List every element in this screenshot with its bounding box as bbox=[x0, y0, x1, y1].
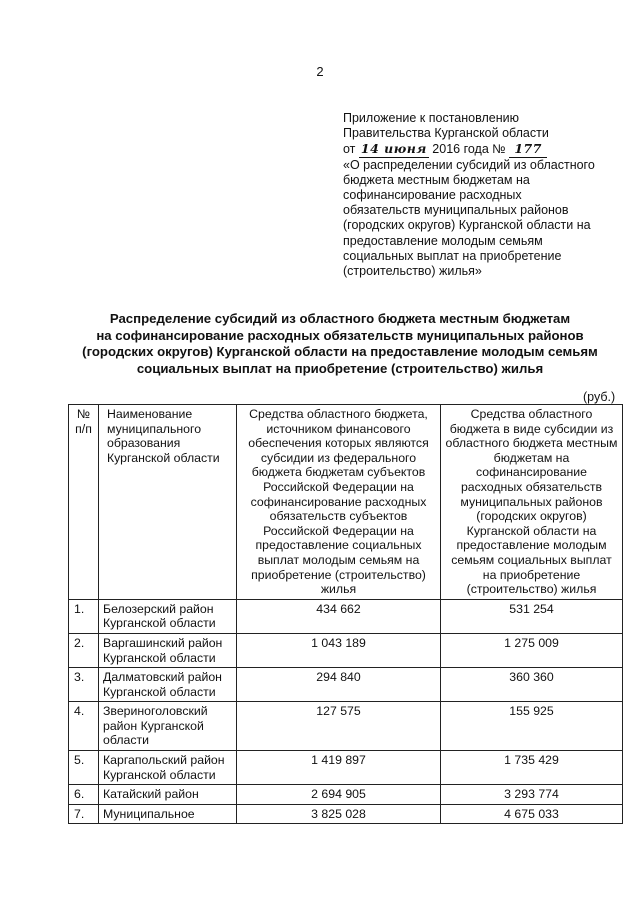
row-num: 1. bbox=[69, 599, 99, 633]
table-row bbox=[69, 633, 623, 667]
row-regional: 3 293 774 bbox=[441, 785, 623, 805]
row-regional: 4 675 033 bbox=[441, 804, 623, 824]
row-federal: 1 043 189 bbox=[237, 633, 441, 667]
row-regional: 1 275 009 bbox=[441, 633, 623, 667]
currency-unit: (руб.) bbox=[583, 390, 616, 404]
row-regional: 360 360 bbox=[441, 668, 623, 702]
table-row bbox=[69, 668, 623, 702]
table-header-row bbox=[69, 405, 623, 600]
row-name: Далматовский район Курганской области bbox=[99, 668, 237, 702]
header-regional: Средства областного бюджета в виде субсидии из областного бюджета местным бюджетам на софинансирование расходных обязательств муниципальных районов (городских округов) Курганской области на предоставление молодым семьям социальных выплат на приобретение (строительство) жилья bbox=[441, 405, 623, 600]
title-line: Распределение субсидий из областного бюджета местным бюджетам bbox=[109, 311, 571, 326]
row-name: Варгашинский район Курганской области bbox=[99, 633, 237, 667]
row-name: Каргапольский район Курганской области bbox=[99, 751, 237, 785]
appendix-header bbox=[343, 111, 628, 279]
appendix-quote-line: предоставление молодым семьям bbox=[343, 233, 543, 248]
row-federal: 2 694 905 bbox=[237, 785, 441, 805]
row-num: 6. bbox=[69, 785, 99, 805]
appendix-date-line bbox=[343, 141, 628, 157]
row-regional: 531 254 bbox=[441, 599, 623, 633]
table-row bbox=[69, 751, 623, 785]
handwritten-date: 14 июня bbox=[360, 141, 427, 157]
table-row bbox=[69, 804, 623, 824]
handwritten-number: 177 bbox=[509, 141, 547, 157]
year-text: 2016 года № bbox=[432, 142, 506, 157]
row-num: 5. bbox=[69, 751, 99, 785]
appendix-quote-line: (строительство) жилья» bbox=[343, 264, 482, 279]
row-federal: 127 575 bbox=[237, 702, 441, 751]
header-num: № п/п bbox=[69, 405, 99, 600]
appendix-line-2: Правительства Курганской области bbox=[343, 126, 549, 141]
appendix-line-1: Приложение к постановлению bbox=[343, 111, 519, 125]
title-line: социальных выплат на приобретение (строительство) жилья bbox=[136, 360, 544, 376]
row-num: 3. bbox=[69, 668, 99, 702]
title-line: на софинансирование расходных обязательств муниципальных районов bbox=[96, 327, 584, 343]
appendix-quote-line: обязательств муниципальных районов bbox=[343, 203, 569, 218]
title-line: (городских округов) Курганской области на предоставление молодым семьям bbox=[82, 344, 598, 359]
row-num: 2. bbox=[69, 633, 99, 667]
row-federal: 3 825 028 bbox=[237, 804, 441, 824]
row-federal: 294 840 bbox=[237, 668, 441, 702]
appendix-quote-line: бюджета местным бюджетам на bbox=[343, 172, 530, 187]
row-federal: 1 419 897 bbox=[237, 751, 441, 785]
table-row bbox=[69, 599, 623, 633]
appendix-quote-line: «О распределении субсидий из областного bbox=[343, 157, 595, 172]
document-title bbox=[60, 311, 620, 377]
appendix-quote-line: (городских округов) Курганской области на bbox=[343, 218, 591, 233]
row-name: Звериноголовский район Курганской области bbox=[99, 702, 237, 751]
header-name: Наименование муниципального образования Курганской области bbox=[99, 405, 237, 600]
table-row bbox=[69, 702, 623, 751]
row-name: Белозерский район Курганской области bbox=[99, 599, 237, 633]
appendix-quote-line: софинансирование расходных bbox=[343, 188, 522, 203]
from-label: от bbox=[343, 142, 356, 157]
page-number: 2 bbox=[316, 64, 324, 79]
row-federal: 434 662 bbox=[237, 599, 441, 633]
table-row bbox=[69, 785, 623, 805]
row-regional: 155 925 bbox=[441, 702, 623, 751]
row-name: Муниципальное bbox=[99, 804, 237, 824]
header-federal: Средства областного бюджета, источником финансового обеспечения которых являются субсидии из федерального бюджета бюджетам субъектов Российской Федерации на софинансирование расходных обязательств субъектов Российской Федерации на предоставление социальных выплат молодым семьям на приобретение (строительство) жилья bbox=[237, 405, 441, 600]
subsidy-table bbox=[68, 404, 623, 824]
row-name: Катайский район bbox=[99, 785, 237, 805]
row-num: 7. bbox=[69, 804, 99, 824]
row-regional: 1 735 429 bbox=[441, 751, 623, 785]
row-num: 4. bbox=[69, 702, 99, 751]
appendix-quote-line: социальных выплат на приобретение bbox=[343, 248, 562, 263]
